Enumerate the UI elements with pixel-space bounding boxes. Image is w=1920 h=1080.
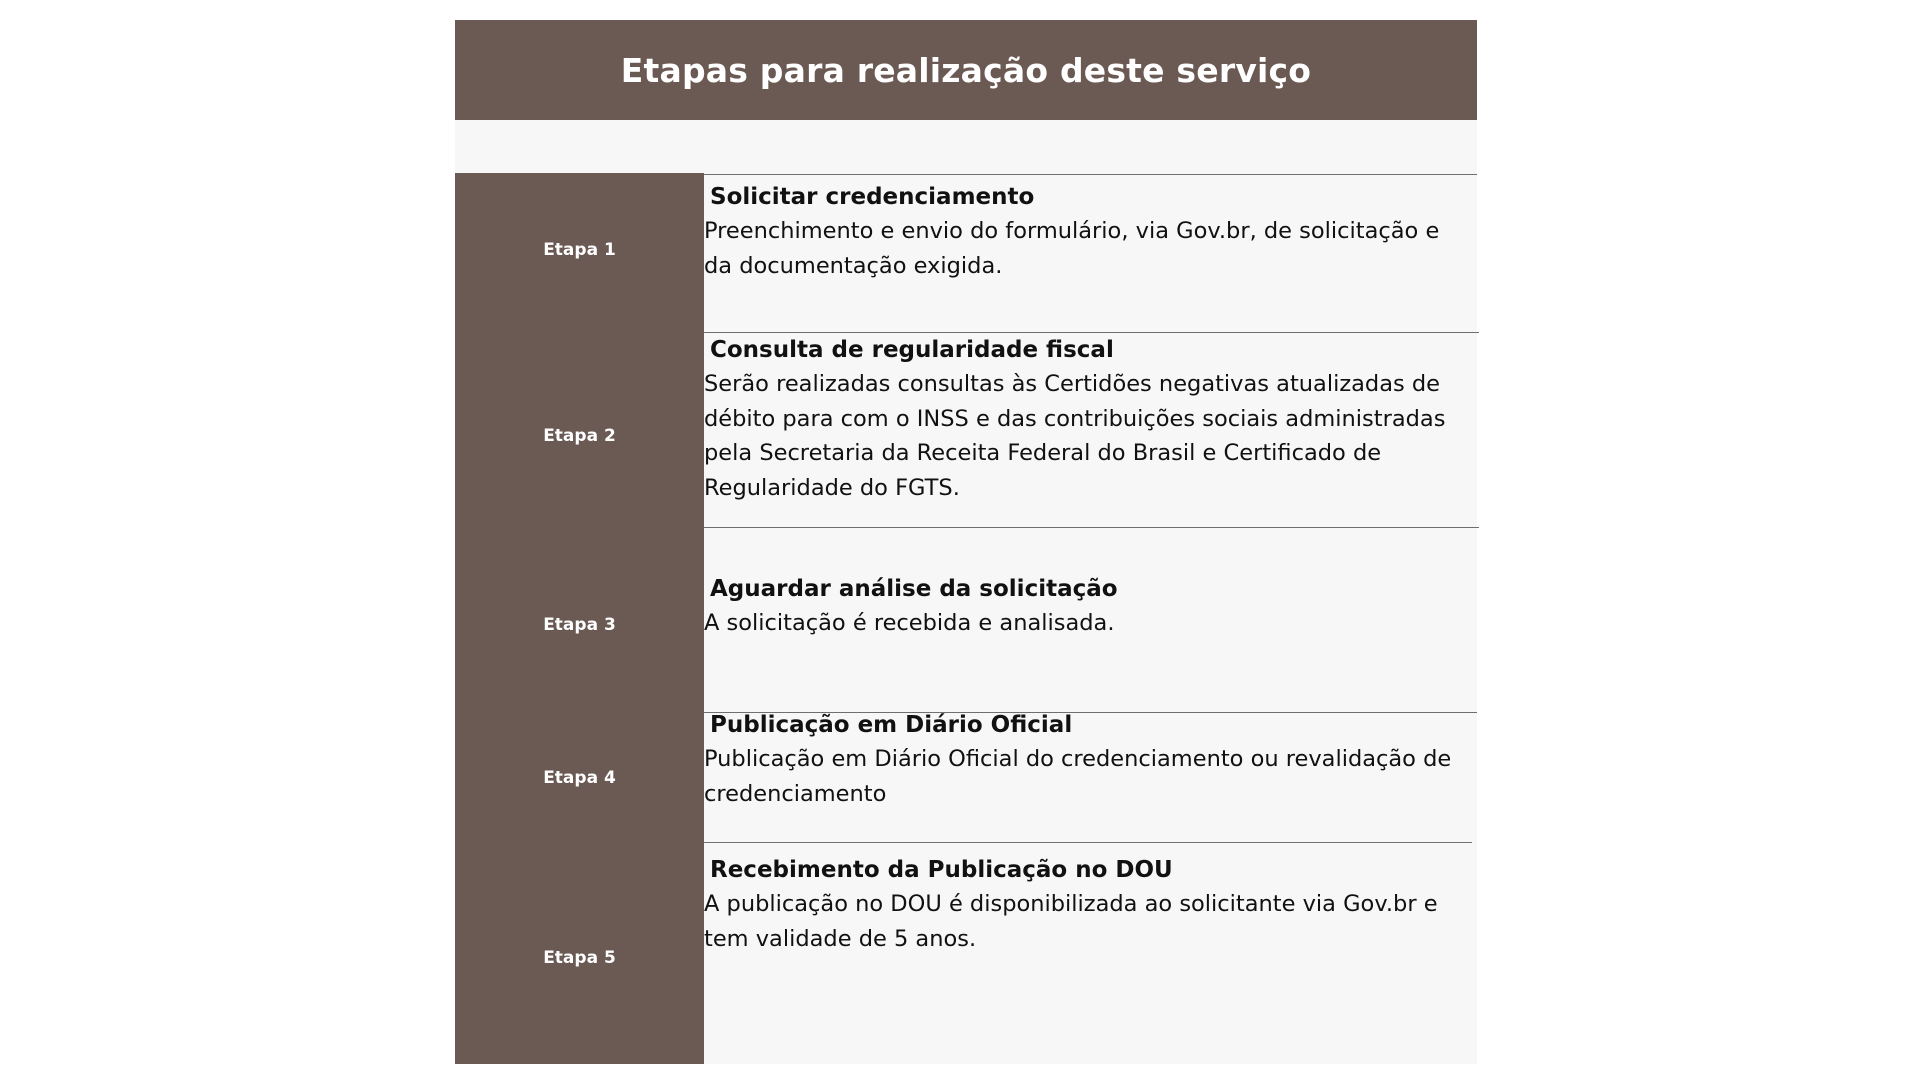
step-label-5: Etapa 5 — [543, 948, 616, 968]
step-label-1: Etapa 1 — [543, 240, 616, 260]
step-5 — [704, 853, 1474, 956]
step-title: Consulta de regularidade fiscal — [710, 337, 1114, 363]
steps-sheet — [455, 20, 1477, 1064]
divider-4 — [704, 842, 1472, 843]
step-label-3: Etapa 3 — [543, 615, 616, 635]
step-label-2: Etapa 2 — [543, 426, 616, 446]
step-label-4: Etapa 4 — [543, 768, 616, 788]
step-description: Publicação em Diário Oficial do credenciamento ou revalidação de credenciamento — [704, 746, 1452, 807]
step-description: Preenchimento e envio do formulário, via Gov.br, de solicitação e da documentação exigida. — [704, 218, 1440, 279]
step-title: Publicação em Diário Oficial — [710, 712, 1073, 738]
step-description: A publicação no DOU é disponibilizada ao solicitante via Gov.br e tem validade de 5 anos. — [704, 891, 1438, 952]
step-title: Solicitar credenciamento — [710, 184, 1035, 210]
step-3 — [704, 572, 1474, 641]
step-description: A solicitação é recebida e analisada. — [704, 610, 1115, 636]
step-title: Aguardar análise da solicitação — [710, 576, 1118, 602]
divider-top — [704, 174, 1477, 175]
step-title: Recebimento da Publicação no DOU — [710, 857, 1173, 883]
step-description: Serão realizadas consultas às Certidões negativas atualizadas de débito para com o INSS e das contribuições sociais administradas pela Secretaria da Receita Federal do Brasil e Certificado de Regularidade do FGTS. — [704, 371, 1446, 501]
divider-2 — [704, 527, 1479, 528]
page-title: Etapas para realização deste serviço — [455, 20, 1477, 120]
step-1 — [704, 180, 1474, 283]
step-4 — [704, 708, 1474, 811]
step-2 — [704, 333, 1474, 505]
